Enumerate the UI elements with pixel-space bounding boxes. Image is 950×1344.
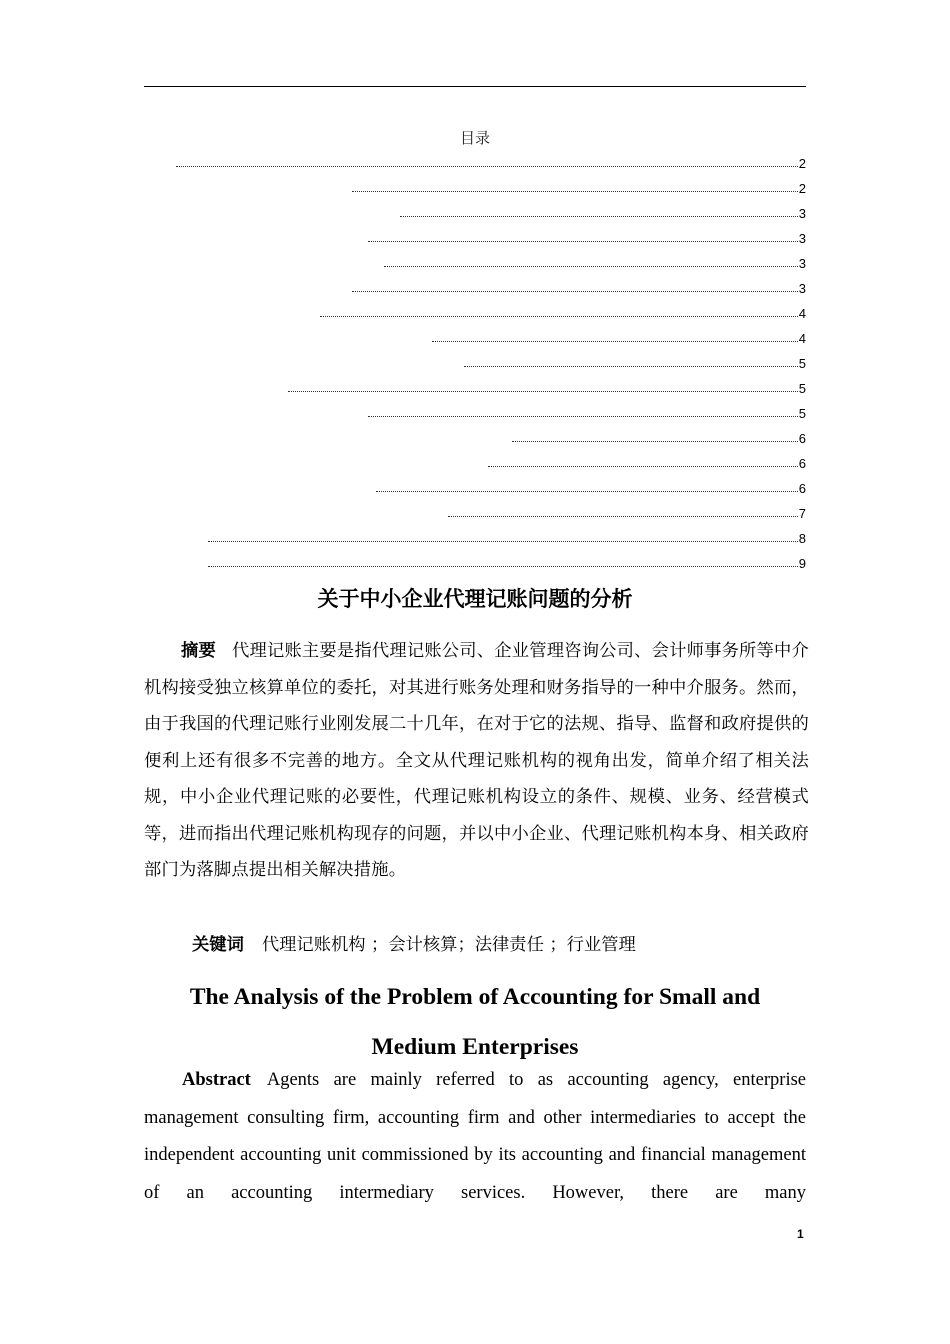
toc-page-number: 3 (798, 206, 806, 221)
toc-leader (208, 566, 798, 567)
toc-entry[interactable] (352, 176, 806, 201)
toc-page-number: 6 (798, 481, 806, 496)
toc-entry[interactable] (176, 151, 806, 176)
toc-entry[interactable] (320, 301, 806, 326)
toc-leader (488, 466, 798, 467)
toc-page-number: 6 (798, 431, 806, 446)
toc-leader (176, 166, 798, 167)
toc-page-number: 5 (798, 356, 806, 371)
chinese-abstract-text: 代理记账主要是指代理记账公司、企业管理咨询公司、会计师事务所等中介机构接受独立核算单位的委托，对其进行账务处理和财务指导的一种中介服务。然而，由于我国的代理记账行业刚发展二十几年，在对于它的法规、指导、监督和政府提供的便利上还有很多不完善的地方。全文从代理记账机构的视角出发，简单介绍了相关法规，中小企业代理记账的必要性，代理记账机构设立的条件、规模、业务、经营模式等，进而指出代理记账机构现存的问题，并以中小企业、代理记账机构本身、相关政府部门为落脚点提出相关解决措施。 (144, 641, 809, 880)
toc-entry[interactable] (512, 426, 806, 451)
chinese-title: 关于中小企业代理记账问题的分析 (317, 587, 633, 611)
toc-leader (512, 441, 798, 442)
toc-entry[interactable] (288, 376, 806, 401)
toc-entry[interactable] (376, 476, 806, 501)
toc-page-number: 2 (798, 181, 806, 196)
toc-entry[interactable] (352, 276, 806, 301)
english-abstract-text: Agents are mainly referred to as accounting agency, enterprise management consulting firm, accounting firm and other intermediaries to accept the independent accounting unit commissioned by its accounting and financial management of an accounting intermediary services. However, there are many (144, 1070, 806, 1203)
toc-page-number: 3 (798, 231, 806, 246)
toc-leader (384, 266, 798, 267)
toc-entry[interactable] (448, 501, 806, 526)
toc-page-number: 5 (798, 381, 806, 396)
toc-entry[interactable] (400, 201, 806, 226)
chinese-abstract (144, 633, 809, 889)
toc-page-number: 3 (798, 256, 806, 271)
english-title-line-2: Medium Enterprises (371, 1034, 579, 1060)
toc-page-number: 7 (798, 506, 806, 521)
toc-page-number: 8 (798, 531, 806, 546)
toc-entry[interactable] (208, 551, 806, 576)
page-number: 1 (797, 1227, 804, 1241)
toc-leader (368, 241, 798, 242)
toc-page-number: 9 (798, 556, 806, 571)
toc-leader (376, 491, 798, 492)
toc-leader (368, 416, 798, 417)
toc-leader (352, 291, 798, 292)
toc-leader (464, 366, 798, 367)
toc-title: 目录 (459, 129, 490, 147)
toc-leader (400, 216, 798, 217)
toc-entry[interactable] (432, 326, 806, 351)
toc-page-number: 6 (798, 456, 806, 471)
toc-page-number: 3 (798, 281, 806, 296)
toc-entry[interactable] (488, 451, 806, 476)
chinese-keywords-label: 关键词 (192, 935, 244, 955)
toc-page-number: 2 (798, 156, 806, 171)
toc-page-number: 4 (798, 306, 806, 321)
toc-leader (288, 391, 798, 392)
english-title (0, 972, 950, 1072)
toc-leader (448, 516, 798, 517)
toc-entry[interactable] (464, 351, 806, 376)
toc-entry[interactable] (368, 401, 806, 426)
toc-leader (320, 316, 798, 317)
english-abstract (144, 1062, 806, 1212)
chinese-keywords (192, 930, 636, 955)
english-title-line-1: The Analysis of the Problem of Accounting for Small and (189, 984, 761, 1010)
toc-page-number: 4 (798, 331, 806, 346)
toc-leader (208, 541, 798, 542)
toc-leader (432, 341, 798, 342)
toc-entry[interactable] (368, 226, 806, 251)
english-abstract-label: Abstract (182, 1070, 251, 1090)
chinese-keywords-text: 代理记账机构 ；会计核算；法律责任 ；行业管理 (261, 935, 636, 955)
chinese-abstract-label: 摘要 (181, 641, 216, 661)
toc-entry[interactable] (384, 251, 806, 276)
toc-entry[interactable] (208, 526, 806, 551)
header-rule (144, 86, 806, 87)
toc-page-number: 5 (798, 406, 806, 421)
toc-leader (352, 191, 798, 192)
